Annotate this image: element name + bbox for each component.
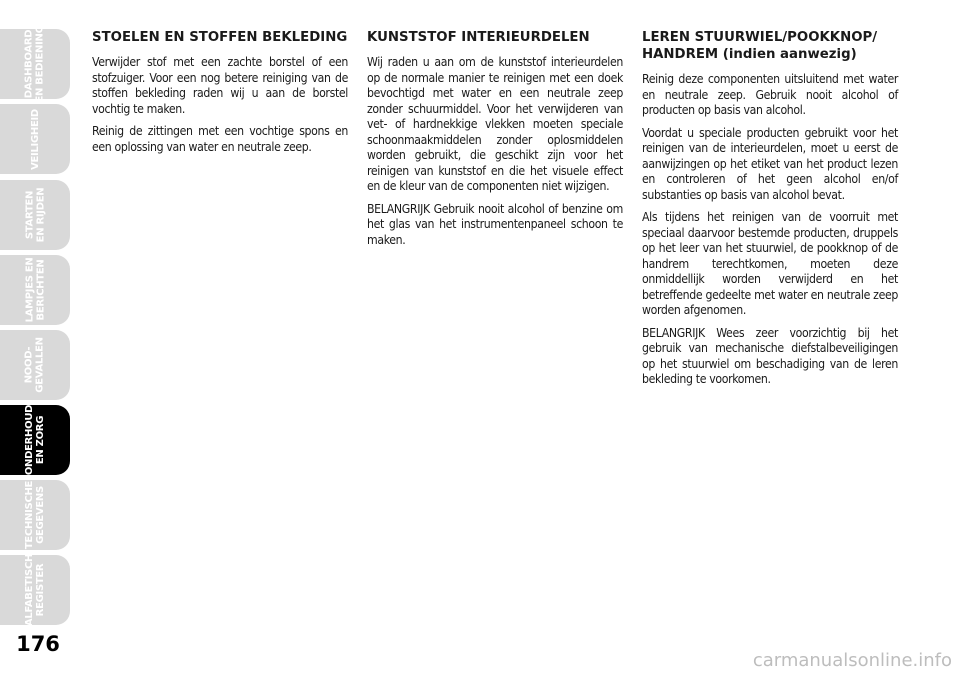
tab-label: VEILIGHEID xyxy=(29,108,41,170)
paragraph: BELANGRIJK Gebruik nooit alcohol of benzine om het glas van het instrumentenpaneel schoon te maken. xyxy=(367,201,623,247)
tab-lampjes-en-berichten[interactable] xyxy=(0,255,70,325)
page-number: 176 xyxy=(16,632,60,656)
section-heading: STOELEN EN STOFFEN BEKLEDING xyxy=(92,30,348,45)
column-kunststof xyxy=(367,29,623,255)
tab-label: ONDERHOUD EN ZORG xyxy=(24,404,47,476)
tab-label: ALFABETISCH REGISTER xyxy=(24,553,47,627)
tab-label: TECHNISCHE GEGEVENS xyxy=(23,480,46,550)
watermark: carmanualsonline.info xyxy=(752,650,952,671)
paragraph: Wij raden u aan om de kunststof interieurdelen op de normale manier te reinigen met een doek bevochtigd met water en een neutrale zeep zonder schuurmiddel. Voor het verwijderen van vet- of hardnekkige vlekken moeten speciale schoonmaakmiddelen zonder oplosmiddelen worden gebruikt, die geschikt zijn voor het reinigen van kunststof en die het visuele effect en de kleur van de componenten niet wijzigen. xyxy=(367,55,623,193)
tab-dashboard-en-bediening[interactable] xyxy=(0,25,70,103)
tab-starten-en-rijden[interactable] xyxy=(0,180,70,250)
tab-technische-gegevens[interactable] xyxy=(0,480,70,550)
chapter-tab-sidebar xyxy=(0,0,76,677)
paragraph: Voordat u speciale producten gebruikt voor het reinigen van de interieurdelen, moet u eerst de aanwijzingen op het etiket van het product lezen en controleren of het geen alcohol en/of substanties op basis van alcohol bevat. xyxy=(642,125,898,202)
tab-alfabetisch-register[interactable] xyxy=(0,555,70,625)
tab-onderhoud-en-zorg[interactable] xyxy=(0,405,70,475)
paragraph: BELANGRIJK Wees zeer voorzichtig bij het gebruik van mechanische diefstalbeveiligingen op het stuurwiel om beschadiging van de leren bekleding te voorkomen. xyxy=(642,325,898,386)
section-heading: LEREN STUURWIEL/POOKKNOP/ HANDREM (indien aanwezig) xyxy=(642,30,878,62)
paragraph: Als tijdens het reinigen van de voorruit met speciaal daarvoor bestemde producten, druppels op het leer van het stuurwiel, de pookknop of de handrem terechtkomen, moeten deze onmiddellijk worden verwijderd en het betreffende gedeelte met water en neutrale zeep worden afgenomen. xyxy=(642,210,898,317)
tab-label: NOOD- GEVALLEN xyxy=(23,337,46,393)
paragraph: Reinig deze componenten uitsluitend met water en neutrale zeep. Gebruik nooit alcohol of producten op basis van alcohol. xyxy=(642,72,898,117)
column-stoelen xyxy=(92,29,348,162)
tab-label: LAMPJES EN BERICHTEN xyxy=(23,257,46,323)
column-leren-stuurwiel xyxy=(642,29,898,395)
tab-label: STARTEN EN RIJDEN xyxy=(24,187,46,243)
paragraph: Verwijder stof met een zachte borstel of een stofzuiger. Voor een nog betere reiniging van de stoffen bekleding raden wij u aan de borstel vochtig te maken. xyxy=(92,55,348,116)
tab-label: DASHBOARD EN BEDIENING xyxy=(24,25,46,103)
paragraph: Reinig de zittingen met een vochtige spons en een oplossing van water en neutrale zeep. xyxy=(92,124,348,154)
section-heading: KUNSTSTOF INTERIEURDELEN xyxy=(367,30,590,45)
tab-veiligheid[interactable] xyxy=(0,104,70,174)
tab-noodgevallen[interactable] xyxy=(0,330,70,400)
